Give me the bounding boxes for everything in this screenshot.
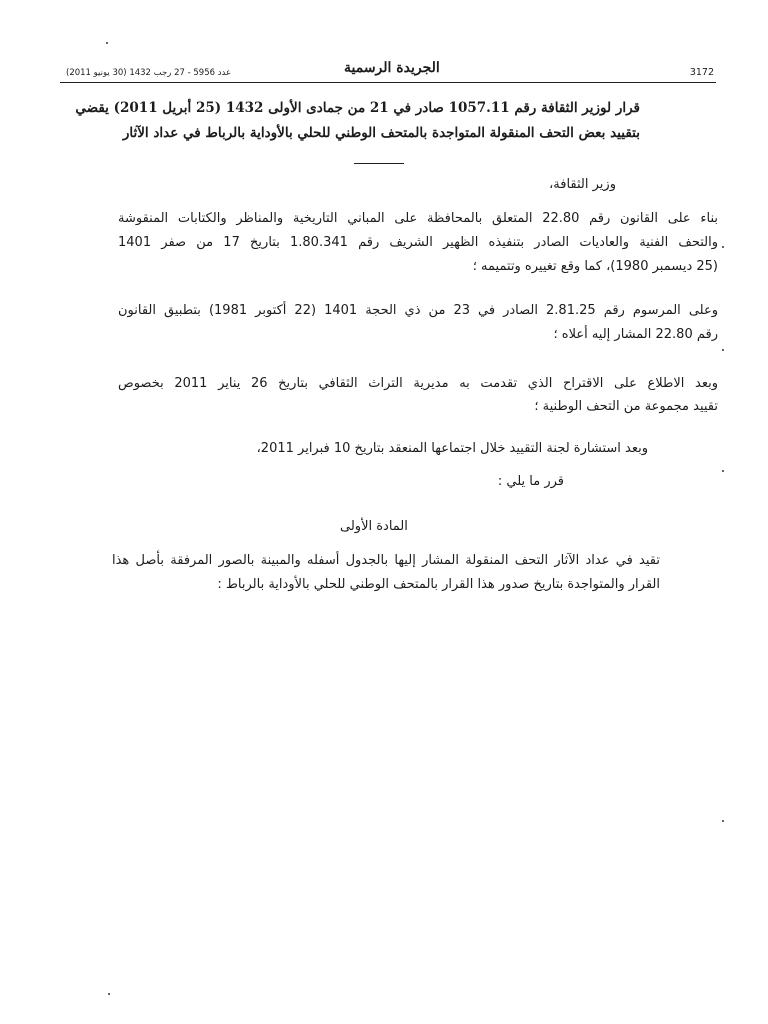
header-rule: [60, 82, 716, 83]
title-separator: [354, 163, 404, 164]
para1-line-3: (25 ديسمبر 1980)، كما وقع تغييره وتتميمه ؛: [472, 259, 718, 274]
header-issue-info: عدد 5956 - 27 رجب 1432 (30 يونيو 2011): [66, 68, 232, 78]
para1-line-1: بناء على القانون رقم 22.80 المتعلق بالمحافظة على المباني التاريخية والمناظر والكتابات المنقوشة: [118, 211, 718, 226]
para3-line-1: وبعد الاطلاع على الاقتراح الذي تقدمت به مديرية التراث الثقافي بتاريخ 26 يناير 2011 بخصوص: [118, 376, 718, 391]
header-page-number: 3172: [689, 67, 714, 78]
article1-line-1: تقيد في عداد الآثار التحف المنقولة المشار إليها بالجدول أسفله والمبينة بالصور المرفقة بأصل هذا: [112, 553, 660, 568]
scan-speck: [108, 993, 110, 995]
decree-title-line-2: بتقييد بعض التحف المنقولة المتواجدة بالمتحف الوطني للحلي بالأوداية بالرباط في عداد الآثار: [122, 125, 640, 141]
para2-line-2: رقم 22.80 المشار إليه أعلاه ؛: [553, 327, 718, 342]
minister-line: وزير الثقافة،: [549, 177, 616, 192]
decides-line: قرر ما يلي :: [497, 474, 564, 489]
header-gazette-name: الجريدة الرسمية: [344, 60, 440, 76]
para3-line-2: تقييد مجموعة من التحف الوطنية ؛: [534, 399, 718, 414]
decree-title-line-1: قرار لوزير الثقافة رقم 1057.11 صادر في 21 من جمادى الأولى 1432 (25 أبريل 2011) يقضي: [75, 100, 640, 116]
para4-line: وبعد استشارة لجنة التقييد خلال اجتماعها المنعقد بتاريخ 10 فبراير 2011،: [256, 441, 648, 456]
scan-speck: [722, 349, 724, 351]
scan-speck: [722, 820, 724, 822]
scan-speck: [722, 470, 724, 472]
para2-line-1: وعلى المرسوم رقم 2.81.25 الصادر في 23 من ذي الحجة 1401 (22 أكتوبر 1981) بتطبيق القانون: [118, 303, 718, 318]
article-heading: المادة الأولى: [340, 519, 408, 534]
article1-line-2: القرار والمتواجدة بتاريخ صدور هذا القرار بالمتحف الوطني للحلي بالأوداية بالرباط :: [217, 577, 660, 592]
scan-speck: [722, 246, 724, 248]
para1-line-2: والتحف الفنية والعاديات الصادر بتنفيذه الظهير الشريف رقم 1.80.341 بتاريخ 17 من صفر 1401: [118, 235, 718, 250]
scan-speck: [106, 42, 108, 44]
